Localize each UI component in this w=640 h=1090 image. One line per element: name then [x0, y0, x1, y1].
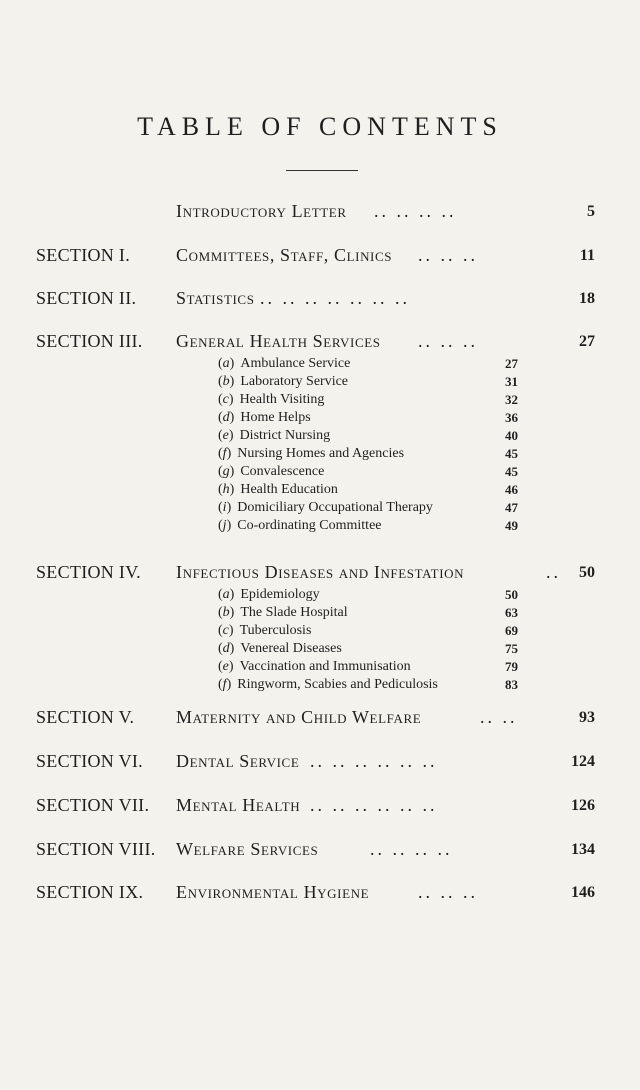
section-9-label: SECTION IX.: [36, 882, 144, 902]
leader-dots: .. .. .. .. .. .. ..: [260, 288, 410, 308]
subsection-item: (d) Venereal Diseases 75: [218, 641, 518, 656]
section-7-label: SECTION VII.: [36, 795, 150, 815]
section-3-page: 27: [579, 333, 595, 350]
leader-dots: .. ..: [480, 707, 518, 727]
subsection-item: (c) Tuberculosis 69: [218, 623, 518, 638]
section-2-page: 18: [579, 290, 595, 307]
entry-intro-page: 5: [587, 203, 595, 220]
subsection-item: (d) Home Helps 36: [218, 410, 518, 425]
leader-dots: .. .. ..: [418, 882, 478, 902]
subsection-item: (g) Convalescence 45: [218, 464, 518, 479]
section-1-title: Committees, Staff, Clinics: [176, 245, 393, 265]
section-1-label: SECTION I.: [36, 245, 130, 265]
page-title: TABLE OF CONTENTS: [137, 112, 503, 141]
section-4-page: 50: [579, 564, 595, 581]
subsection-item: (f) Nursing Homes and Agencies 45: [218, 446, 518, 461]
leader-dots: .. .. .. .. .. ..: [310, 751, 438, 771]
leader-dots: .. .. .. .. .. ..: [310, 795, 438, 815]
subsection-item: (e) Vaccination and Immunisation 79: [218, 659, 518, 674]
section-2-title: Statistics: [176, 288, 255, 308]
section-3-label: SECTION III.: [36, 331, 143, 351]
section-6-label: SECTION VI.: [36, 751, 143, 771]
entry-intro-title: Introductory Letter: [176, 201, 347, 221]
subsection-item: (f) Ringworm, Scabies and Pediculosis 83: [218, 677, 518, 692]
section-4-title: Infectious Diseases and Infestation: [176, 562, 465, 582]
section-7-page: 126: [571, 797, 595, 814]
subsection-item: (i) Domiciliary Occupational Therapy 47: [218, 500, 518, 515]
subsection-item: (e) District Nursing 40: [218, 428, 518, 443]
section-9-page: 146: [571, 884, 595, 901]
subsection-item: (b) Laboratory Service 31: [218, 374, 518, 389]
section-4-label: SECTION IV.: [36, 562, 141, 582]
subsection-item: (a) Ambulance Service 27: [218, 356, 518, 371]
section-2-label: SECTION II.: [36, 288, 137, 308]
section-6-title: Dental Service: [176, 751, 300, 771]
section-8-label: SECTION VIII.: [36, 839, 156, 859]
section-5-page: 93: [579, 709, 595, 726]
leader-dots: .. .. .. ..: [370, 839, 453, 859]
title-rule: [286, 170, 358, 171]
section-9-title: Environmental Hygiene: [176, 882, 370, 902]
leader-dots: .. .. ..: [418, 245, 478, 265]
subsection-item: (a) Epidemiology 50: [218, 587, 518, 602]
section-3-title: General Health Services: [176, 331, 381, 351]
section-8-page: 134: [571, 841, 595, 858]
subsection-item: (c) Health Visiting 32: [218, 392, 518, 407]
section-5-label: SECTION V.: [36, 707, 135, 727]
subsection-item: (j) Co-ordinating Committee 49: [218, 518, 518, 533]
leader-dots: ..: [546, 562, 561, 582]
section-1-page: 11: [579, 247, 595, 264]
leader-dots: .. .. ..: [418, 331, 478, 351]
section-6-page: 124: [571, 753, 595, 770]
subsection-item: (b) The Slade Hospital 63: [218, 605, 518, 620]
section-8-title: Welfare Services: [176, 839, 319, 859]
subsection-item: (h) Health Education 46: [218, 482, 518, 497]
leader-dots: .. .. .. ..: [374, 201, 457, 221]
section-7-title: Mental Health: [176, 795, 301, 815]
section-5-title: Maternity and Child Welfare: [176, 707, 422, 727]
